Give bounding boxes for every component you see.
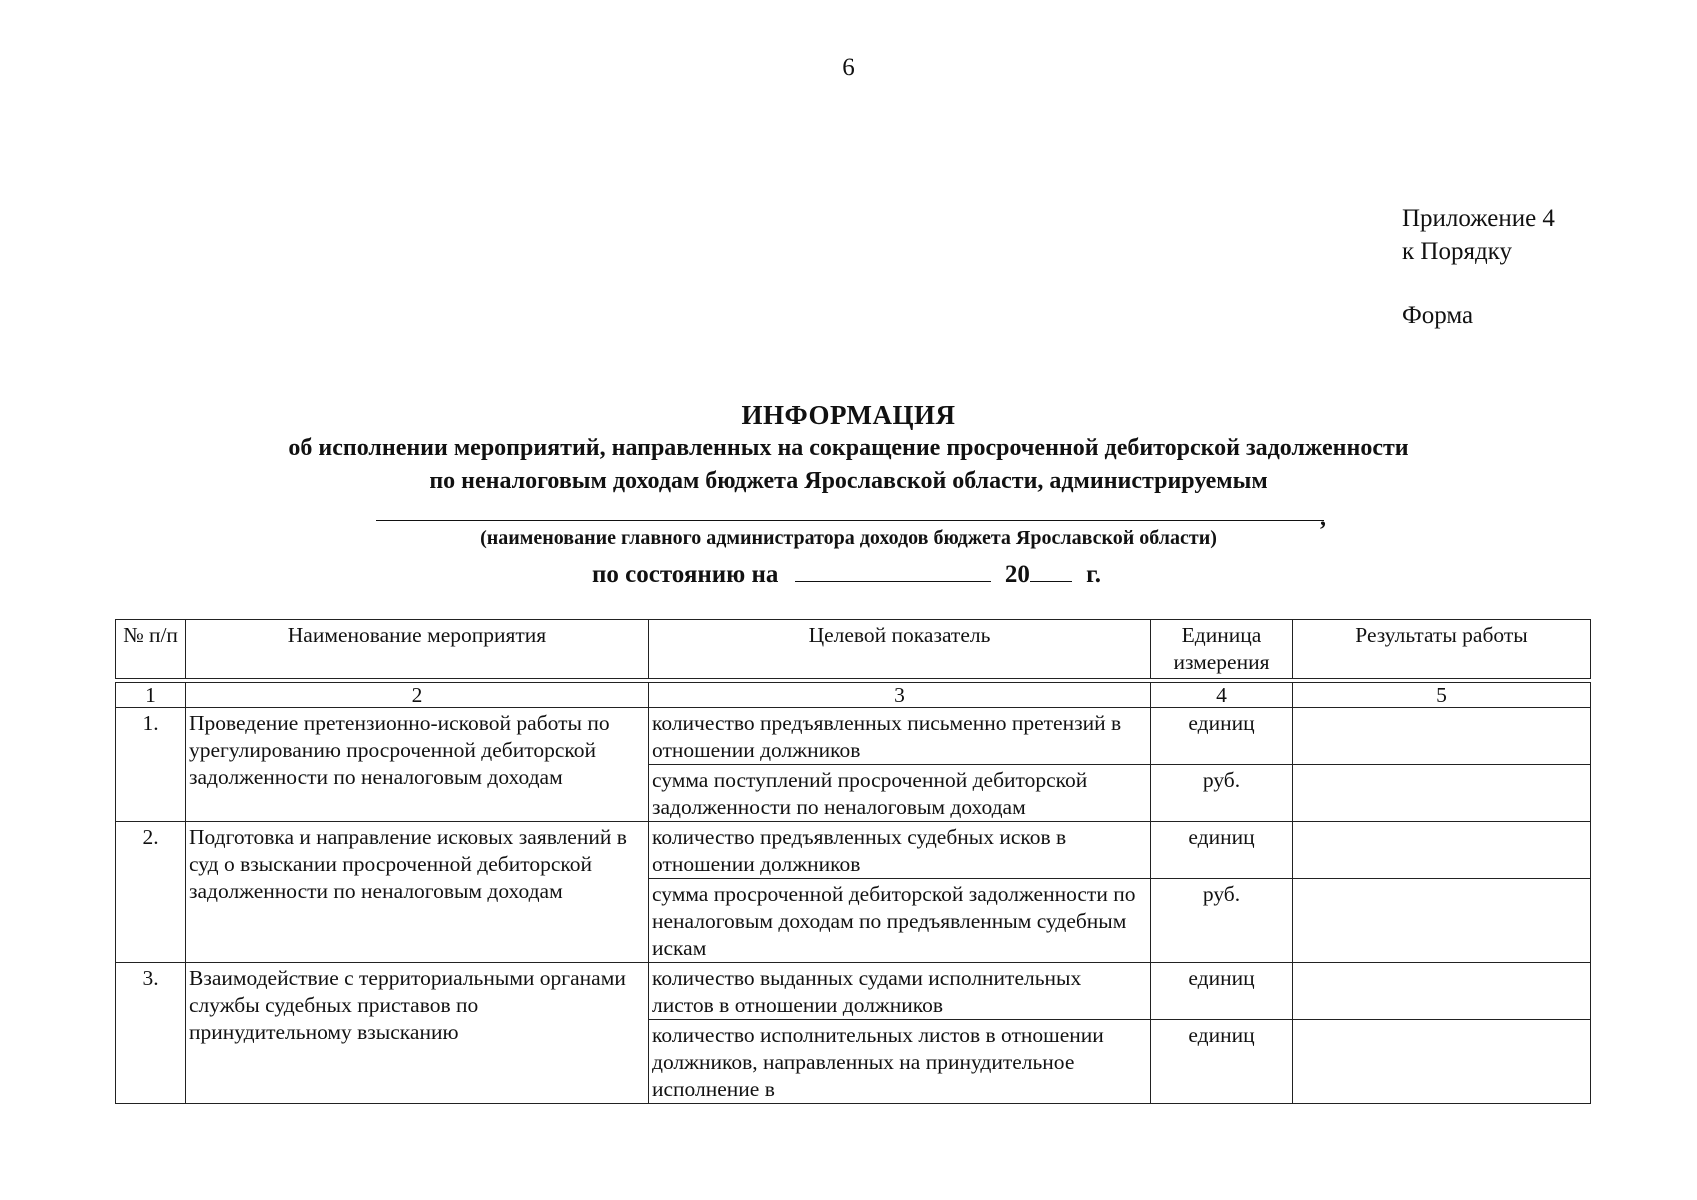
table-row <box>116 963 1591 1020</box>
unit: руб. <box>1151 765 1293 822</box>
unit: единиц <box>1151 822 1293 879</box>
date-blank <box>795 557 991 582</box>
appendix-order-line: к Порядку <box>1402 238 1512 265</box>
column-number: 1 <box>116 683 186 708</box>
form-label: Форма <box>1402 302 1474 329</box>
appendix-reference <box>1402 202 1555 268</box>
unit: руб. <box>1151 879 1293 963</box>
administrator-caption: (наименование главного администратора доходов бюджета Ярославской области) <box>480 527 1217 549</box>
title-line-1: об исполнении мероприятий, направленных на сокращение просроченной дебиторской задолженности <box>288 435 1409 461</box>
result-cell[interactable] <box>1293 765 1591 822</box>
table-row <box>116 822 1591 879</box>
target-indicator: количество выданных судами исполнительных листов в отношении должников <box>649 963 1151 1020</box>
unit: единиц <box>1151 1020 1293 1104</box>
administrator-name-blank <box>376 520 1324 521</box>
measure-name: Взаимодействие с территориальными органами службы судебных приставов по принудительному взысканию <box>186 963 649 1104</box>
result-cell[interactable] <box>1293 879 1591 963</box>
as-of-prefix: по состоянию на <box>592 561 779 588</box>
measures-table <box>115 619 1591 1104</box>
administrator-comma: , <box>1320 505 1326 531</box>
column-numbers-row <box>116 683 1591 708</box>
measure-name: Проведение претензионно-исковой работы по урегулированию просроченной дебиторской задолженности по неналоговым доходам <box>186 708 649 822</box>
row-number: 3. <box>116 963 186 1104</box>
document-title <box>0 398 1697 498</box>
target-indicator: количество предъявленных письменно претензий в отношении должников <box>649 708 1151 765</box>
unit: единиц <box>1151 708 1293 765</box>
column-number: 2 <box>186 683 649 708</box>
appendix-line: Приложение 4 <box>1402 205 1555 232</box>
year-suffix: г. <box>1086 561 1101 588</box>
row-number: 1. <box>116 708 186 822</box>
row-number: 2. <box>116 822 186 963</box>
result-cell[interactable] <box>1293 963 1591 1020</box>
target-indicator: количество исполнительных листов в отношении должников, направленных на принудительное исполнение в <box>649 1020 1151 1104</box>
measure-name: Подготовка и направление исковых заявлений в суд о взыскании просроченной дебиторской задолженности по неналоговым доходам <box>186 822 649 963</box>
result-cell[interactable] <box>1293 1020 1591 1104</box>
title-main: ИНФОРМАЦИЯ <box>741 400 956 430</box>
target-indicator: количество предъявленных судебных исков в отношении должников <box>649 822 1151 879</box>
table-row <box>116 708 1591 765</box>
title-line-2: по неналоговым доходам бюджета Ярославской области, администрируемым <box>429 468 1268 494</box>
target-indicator: сумма поступлений просроченной дебиторской задолженности по неналоговым доходам <box>649 765 1151 822</box>
year-blank <box>1030 557 1072 582</box>
page-number: 6 <box>842 54 855 81</box>
column-number: 3 <box>649 683 1151 708</box>
header-results: Результаты работы <box>1293 620 1591 679</box>
header-target-indicator: Целевой показатель <box>649 620 1151 679</box>
result-cell[interactable] <box>1293 822 1591 879</box>
year-prefix: 20 <box>1004 561 1030 588</box>
header-number: № п/п <box>116 620 186 679</box>
header-measure-name: Наименование мероприятия <box>186 620 649 679</box>
result-cell[interactable] <box>1293 708 1591 765</box>
target-indicator: сумма просроченной дебиторской задолженности по неналоговым доходам по предъявленным судебным искам <box>649 879 1151 963</box>
header-unit: Единица измерения <box>1151 620 1293 679</box>
as-of-date-line <box>592 557 1101 589</box>
column-number: 4 <box>1151 683 1293 708</box>
unit: единиц <box>1151 963 1293 1020</box>
table-header-row <box>116 620 1591 679</box>
column-number: 5 <box>1293 683 1591 708</box>
